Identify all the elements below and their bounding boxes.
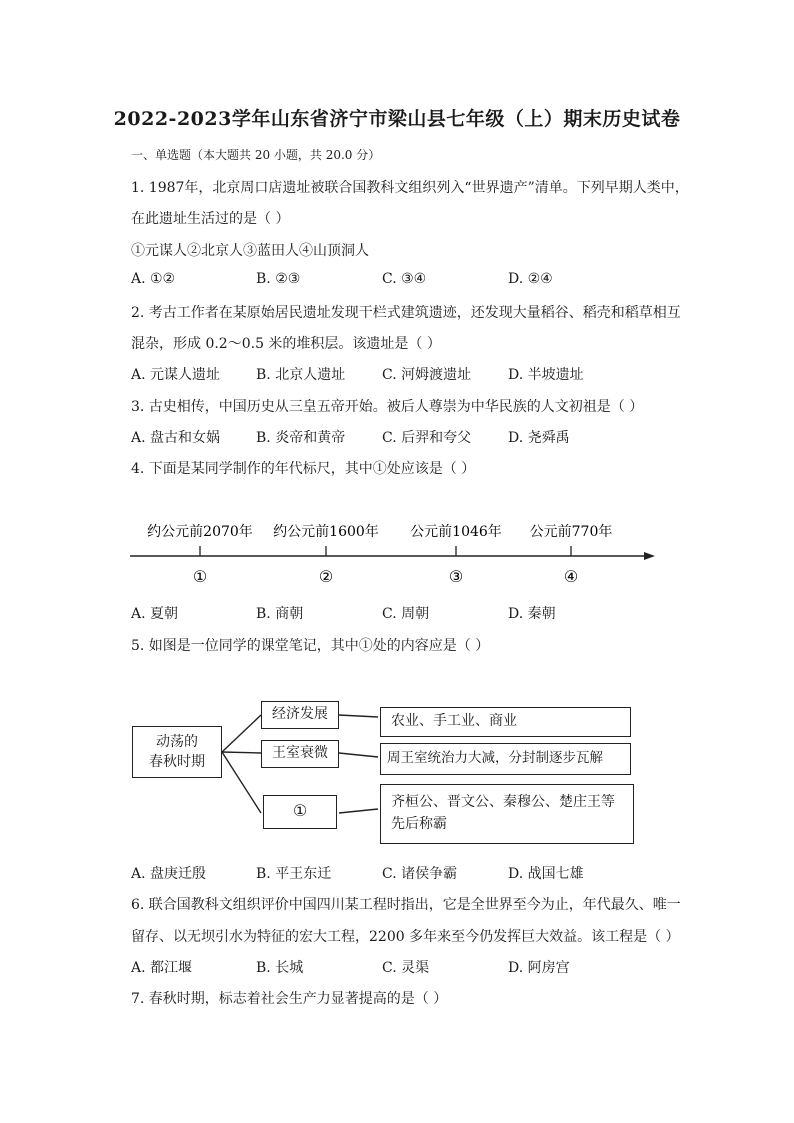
q1-stem-line2: 在此遗址生活过的是（ ） (131, 211, 290, 227)
diagram-detail-hegemony (380, 784, 634, 844)
q6-option-d[interactable]: D. 阿房宫 (508, 960, 570, 976)
diagram-root-box (132, 726, 222, 778)
notes-diagram (131, 695, 641, 845)
q6-stem-line2: 留存、以无坝引水为特征的宏大工程，2200 多年来至今仍发挥巨大效益。该工程是（ ） (131, 929, 680, 945)
q1-option-a[interactable]: A. ①② (131, 271, 176, 287)
q1-option-c[interactable]: C. ③④ (382, 271, 427, 287)
q1-stem-line1: 1. 1987年，北京周口店遗址被联合国教科文组织列入“世界遗产”清单。下列早期人类中， (131, 180, 689, 196)
q2-option-b[interactable]: B. 北京人遗址 (256, 367, 346, 383)
q2-stem-line2: 混杂，形成 0.2～0.5 米的堆积层。该遗址是（ ） (131, 336, 441, 352)
q5-option-c[interactable]: C. 诸侯争霸 (382, 866, 458, 882)
timeline-label-3: 公元前1046年 (410, 524, 502, 540)
q2-options (131, 364, 691, 384)
q3-option-b[interactable]: B. 炎帝和黄帝 (256, 430, 346, 446)
q6-options (131, 957, 691, 977)
timeline-marker-2: ② (318, 567, 334, 586)
timeline-label-1: 约公元前2070年 (147, 524, 253, 540)
q5-option-b[interactable]: B. 平王东迁 (256, 866, 332, 882)
timeline-label-2: 约公元前1600年 (273, 524, 379, 540)
q5-options (131, 863, 691, 883)
diagram-detail-hegemony-line2: 先后称霸 (391, 816, 447, 832)
timeline-label-4: 公元前770年 (529, 524, 613, 540)
q5-stem-line1: 5. 如图是一位同学的课堂笔记，其中①处的内容应是（ ） (131, 638, 490, 654)
timeline-marker-3: ③ (448, 567, 464, 586)
q5-option-a[interactable]: A. 盘庚迁殷 (131, 866, 207, 882)
diagram-branch-blank: ① (263, 795, 337, 829)
section-heading: 一、单选题（本大题共 20 小题，共 20.0 分） (131, 148, 381, 162)
q3-options (131, 427, 691, 447)
q4-option-a[interactable]: A. 夏朝 (131, 606, 179, 622)
q6-option-c[interactable]: C. 灵渠 (382, 960, 430, 976)
diagram-branch-royal-decline: 王室衰微 (261, 740, 339, 768)
q1-option-d[interactable]: D. ②④ (508, 271, 553, 287)
timeline-marker-1: ① (192, 567, 208, 586)
q2-option-d[interactable]: D. 半坡遗址 (508, 367, 584, 383)
q4-stem-line1: 4. 下面是某同学制作的年代标尺，其中①处应该是（ ） (131, 461, 476, 477)
q4-options (131, 603, 691, 623)
q3-option-a[interactable]: A. 盘古和女娲 (131, 430, 221, 446)
q4-option-b[interactable]: B. 商朝 (256, 606, 304, 622)
q3-option-d[interactable]: D. 尧舜禹 (508, 430, 570, 446)
q1-options (131, 271, 691, 291)
q1-stem-line3: ①元谋人②北京人③蓝田人④山顶洞人 (131, 243, 369, 259)
q7-stem-line1: 7. 春秋时期，标志着社会生产力显著提高的是（ ） (131, 991, 448, 1007)
q4-option-d[interactable]: D. 秦朝 (508, 606, 556, 622)
q2-option-a[interactable]: A. 元谋人遗址 (131, 367, 221, 383)
q3-option-c[interactable]: C. 后羿和夸父 (382, 430, 472, 446)
diagram-root-line1: 动荡的 (156, 734, 198, 750)
timeline-figure (125, 512, 665, 592)
q6-option-a[interactable]: A. 都江堰 (131, 960, 193, 976)
q3-stem-line1: 3. 古史相传，中国历史从三皇五帝开始。被后人尊崇为中华民族的人文初祖是（ ） (131, 399, 644, 415)
q6-option-b[interactable]: B. 长城 (256, 960, 304, 976)
q1-option-b[interactable]: B. ②③ (256, 271, 301, 287)
page-title: 2022-2023学年山东省济宁市梁山县七年级（上）期末历史试卷 (113, 108, 681, 130)
timeline-marker-4: ④ (563, 567, 579, 586)
timeline-arrow-icon (644, 552, 655, 560)
q4-option-c[interactable]: C. 周朝 (382, 606, 430, 622)
diagram-root-line2: 春秋时期 (149, 754, 205, 770)
q5-option-d[interactable]: D. 战国七雄 (508, 866, 584, 882)
q2-stem-line1: 2. 考古工作者在某原始居民遗址发现干栏式建筑遗迹，还发现大量稻谷、稻壳和稻草相互 (131, 305, 681, 321)
diagram-detail-royal-decline: 周王室统治力大减，分封制逐步瓦解 (380, 743, 631, 775)
diagram-detail-economy: 农业、手工业、商业 (380, 707, 631, 737)
q2-option-c[interactable]: C. 河姆渡遗址 (382, 367, 472, 383)
q6-stem-line1: 6. 联合国教科文组织评价中国四川某工程时指出，它是全世界至今为止，年代最久、唯一 (131, 897, 681, 913)
diagram-branch-economy: 经济发展 (261, 701, 339, 729)
diagram-detail-hegemony-line1: 齐桓公、晋文公、秦穆公、楚庄王等 (391, 794, 615, 810)
